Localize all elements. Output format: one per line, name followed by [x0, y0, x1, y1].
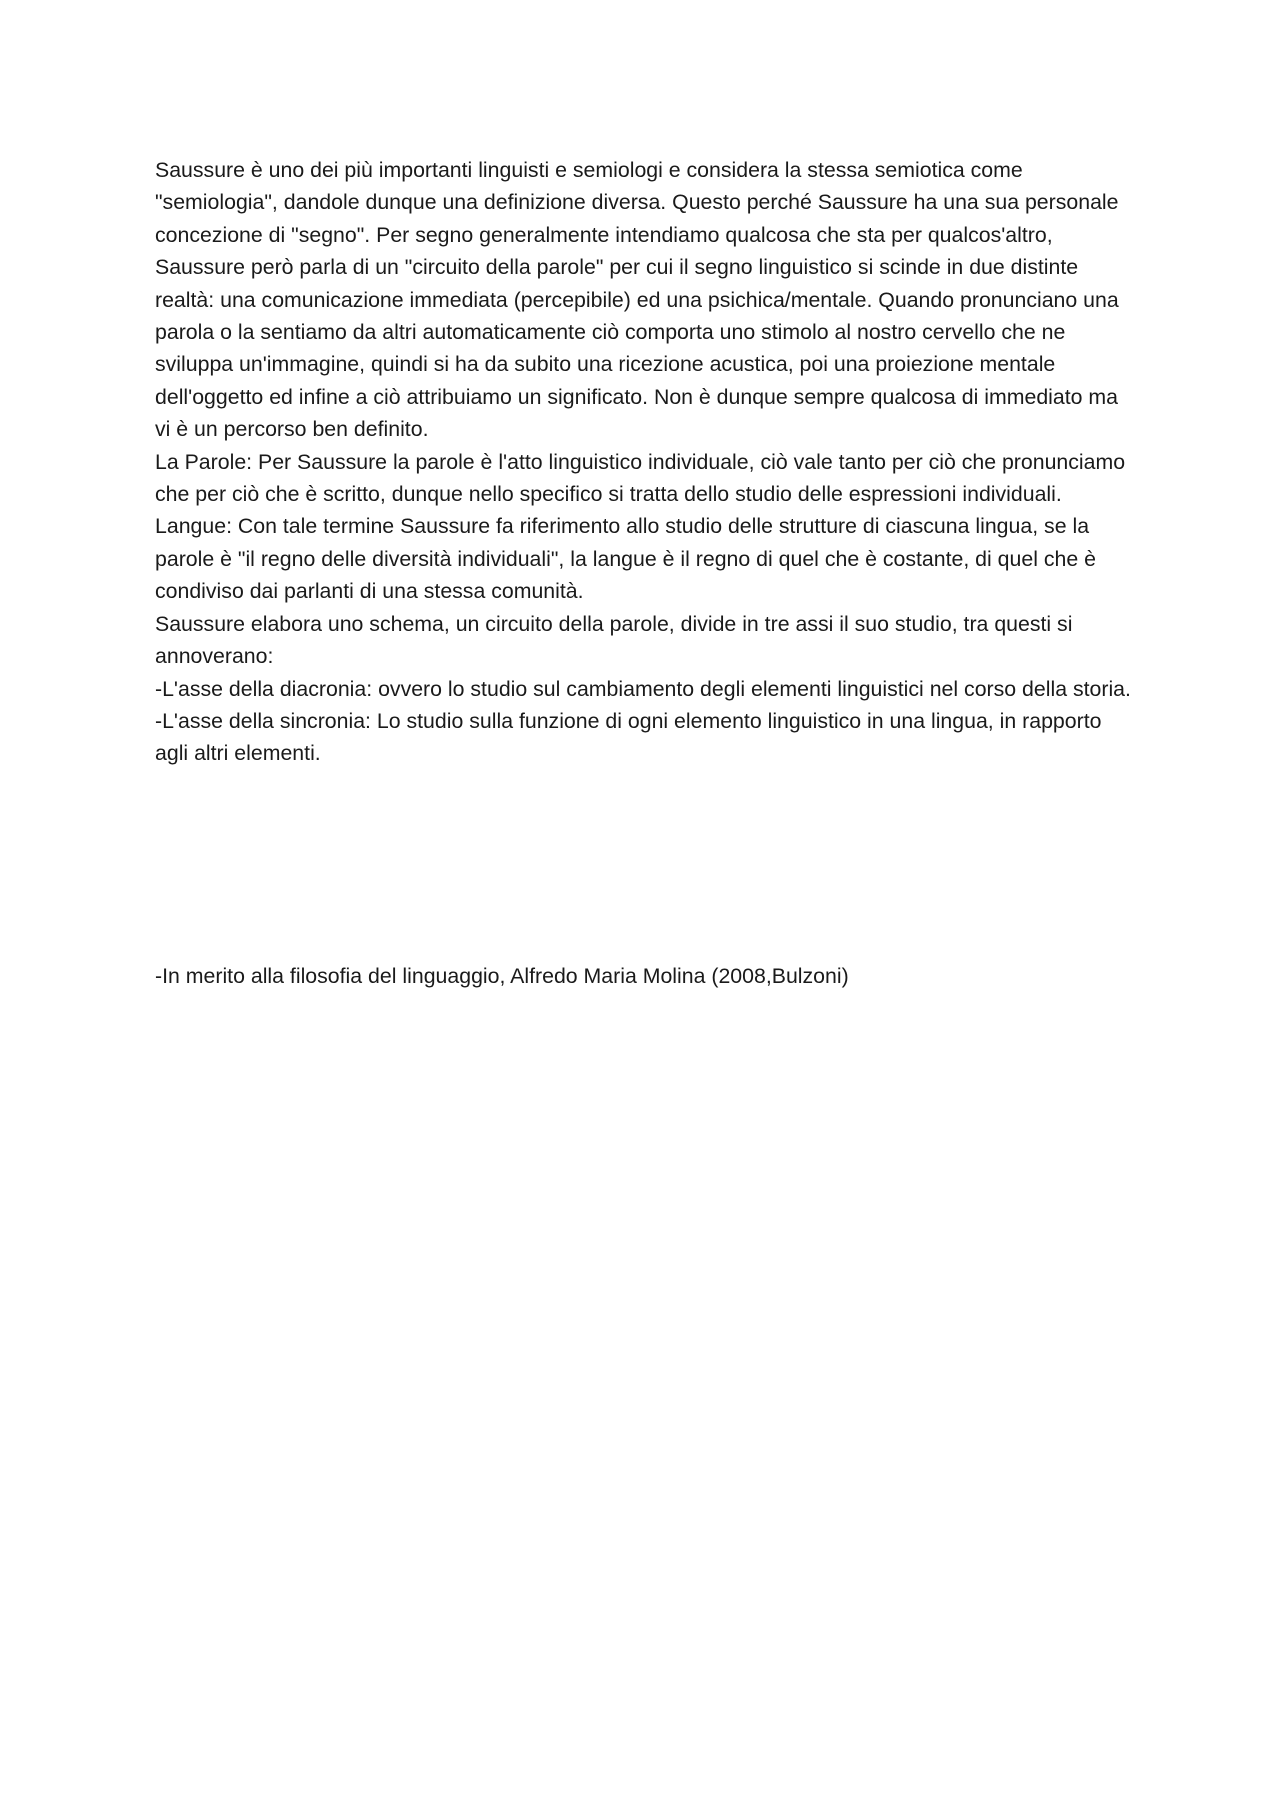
- document-body: [155, 154, 1135, 770]
- paragraph-langue: Langue: Con tale termine Saussure fa riferimento allo studio delle strutture di ciascuna lingua, se la parole è "il regno delle diversità individuali", la langue è il regno di quel che è costante, di quel che è condiviso dai parlanti di una stessa comunità.: [155, 514, 1096, 604]
- paragraph-la-parole: La Parole: Per Saussure la parole è l'atto linguistico individuale, ciò vale tanto per ciò che pronunciamo che per ciò che è scritto, dunque nello specifico si tratta dello studio delle espressioni individuali.: [155, 449, 1126, 507]
- paragraph-diacronia: -L'asse della diacronia: ovvero lo studio sul cambiamento degli elementi linguistici nel corso della storia.: [155, 676, 1131, 701]
- paragraph-saussure-intro: Saussure è uno dei più importanti linguisti e semiologi e considera la stessa semiotica come "semiologia", dandole dunque una definizione diversa. Questo perché Saussure ha una sua personale concezione di "segno". Per segno generalmente intendiamo qualcosa che sta per qualcos'altro, Saussure però parla di un "circuito della parole" per cui il segno linguistico si scinde in due distinte realtà: una comunicazione immediata (percepibile) ed una psichica/mentale. Quando pronunciano una parola o la sentiamo da altri automaticamente ciò comporta uno stimolo al nostro cervello che ne sviluppa un'immagine, quindi si ha da subito una ricezione acustica, poi una proiezione mentale dell'oggetto ed infine a ciò attribuiamo un significato. Non è dunque sempre qualcosa di immediato ma vi è un percorso ben definito.: [155, 158, 1119, 442]
- bibliographic-citation: -In merito alla filosofia del linguaggio, Alfredo Maria Molina (2008,Bulzoni): [155, 964, 849, 988]
- paragraph-schema: Saussure elabora uno schema, un circuito della parole, divide in tre assi il suo studio, tra questi si annoverano:: [155, 611, 1073, 669]
- paragraph-sincronia: -L'asse della sincronia: Lo studio sulla funzione di ogni elemento linguistico in una lingua, in rapporto agli altri elementi.: [155, 708, 1102, 766]
